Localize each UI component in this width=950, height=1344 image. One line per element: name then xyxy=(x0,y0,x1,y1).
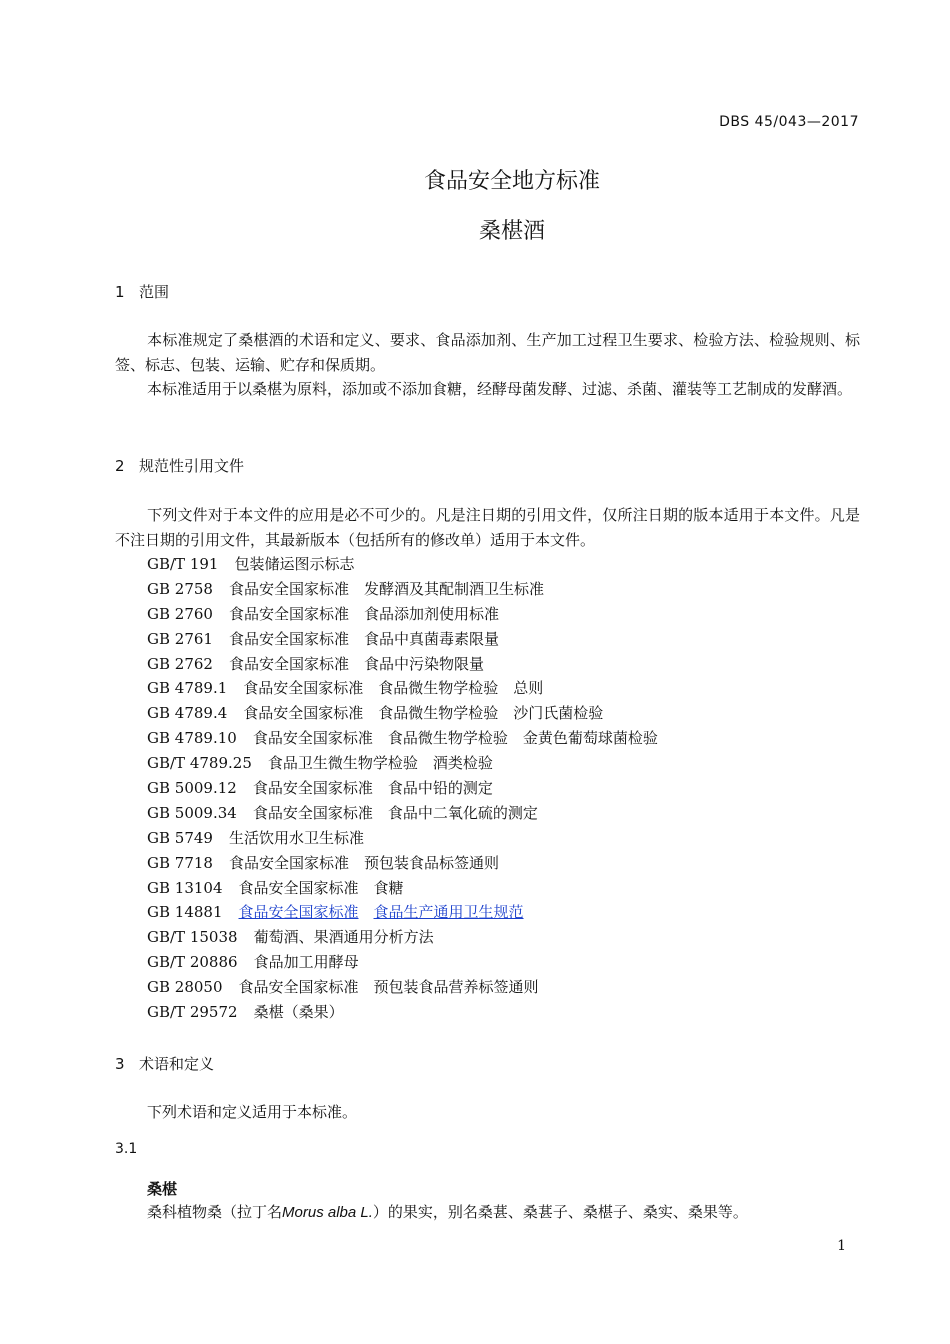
page-subtitle: 桑椹酒 xyxy=(478,219,545,244)
terms-intro: 下列术语和定义适用于本标准。 xyxy=(147,1103,358,1121)
subsection-number: 3.1 xyxy=(115,1141,138,1157)
reference-title-part: 沙门氏菌检验 xyxy=(513,704,604,723)
reference-title-part: 金黄色葡萄球菌检验 xyxy=(522,729,658,748)
reference-item xyxy=(147,851,658,876)
section-heading-scope xyxy=(115,281,169,302)
reference-code: GB/T 29572 xyxy=(147,1003,238,1022)
reference-code: GB/T 191 xyxy=(147,555,219,573)
reference-title-part: 桑椹（桑果） xyxy=(253,1003,344,1022)
reference-item[interactable] xyxy=(147,900,658,925)
reference-item xyxy=(147,726,658,751)
reference-title-part: 食品加工用酵母 xyxy=(253,953,359,972)
reference-code: GB 28050 xyxy=(147,978,223,997)
reference-list xyxy=(147,552,658,1025)
reference-item xyxy=(147,701,658,726)
reference-title xyxy=(243,679,543,697)
reference-title-part: 预包装食品营养标签通则 xyxy=(373,978,539,997)
reference-item xyxy=(147,652,658,677)
reference-title-part: 食品安全国家标准 xyxy=(228,853,349,872)
reference-title-part: 食品安全国家标准 xyxy=(238,878,359,897)
definition-text-after: ）的果实，别名桑葚、桑葚子、桑椹子、桑实、桑果等。 xyxy=(372,1203,748,1221)
section-number: 2 xyxy=(115,457,125,475)
reference-title-part: 食品安全国家标准 xyxy=(252,729,373,748)
reference-code: GB 2761 xyxy=(147,629,213,648)
reference-title-part: 食品添加剂使用标准 xyxy=(363,604,499,623)
reference-code: GB 2760 xyxy=(147,604,213,623)
reference-item xyxy=(147,1000,658,1025)
reference-title xyxy=(254,1003,344,1021)
section-title: 规范性引用文件 xyxy=(139,457,245,475)
reference-title-part: 食品安全国家标准 xyxy=(228,604,349,623)
reference-title-part: 生活饮用水卫生标准 xyxy=(228,828,364,847)
reference-item xyxy=(147,801,658,826)
reference-title xyxy=(253,804,538,822)
reference-title xyxy=(229,655,484,673)
reference-title xyxy=(229,829,364,847)
paragraph-text: 本标准规定了桑椹酒的术语和定义、要求、食品添加剂、生产加工过程卫生要求、检验方法、检验规则、标签、标志、包装、运输、贮存和保质期。 xyxy=(115,331,860,374)
paragraph-text: 本标准适用于以桑椹为原料，添加或不添加食糖，经酵母菌发酵、过滤、杀菌、灌装等工艺制成的发酵酒。 xyxy=(147,380,853,398)
reference-title-part: 食品微生物学检验 xyxy=(387,729,508,748)
reference-link[interactable] xyxy=(239,903,524,921)
term-definition xyxy=(147,1201,748,1222)
reference-code: GB 4789.10 xyxy=(147,729,237,748)
reference-title-part: 酒类检验 xyxy=(432,754,493,773)
section-number: 3 xyxy=(115,1055,125,1073)
section-heading-terms xyxy=(115,1053,214,1074)
reference-title xyxy=(229,605,499,623)
reference-item xyxy=(147,776,658,801)
latin-name: Morus alba L. xyxy=(282,1204,373,1221)
reference-item xyxy=(147,751,658,776)
reference-code: GB 13104 xyxy=(147,878,223,897)
reference-title xyxy=(254,928,434,946)
reference-item xyxy=(147,950,658,975)
reference-title xyxy=(268,754,493,772)
reference-code: GB 4789.4 xyxy=(147,704,228,723)
reference-code: GB 7718 xyxy=(147,853,213,872)
paragraph-text: 下列文件对于本文件的应用是必不可少的。凡是注日期的引用文件，仅所注日期的版本适用于本文件。凡是不注日期的引用文件，其最新版本（包括所有的修改单）适用于本文件。 xyxy=(115,506,860,549)
scope-paragraph-2 xyxy=(115,377,860,402)
reference-title-part: 食品中铅的测定 xyxy=(387,779,493,798)
reference-item xyxy=(147,925,658,950)
reference-title-part: 食品安全国家标准 xyxy=(252,803,373,822)
reference-title-part: 食品安全国家标准 xyxy=(238,978,359,997)
page-title: 食品安全地方标准 xyxy=(423,169,600,194)
reference-title-part: 食糖 xyxy=(373,878,404,897)
reference-item xyxy=(147,552,658,577)
reference-title-part: 食品微生物学检验 xyxy=(378,704,499,723)
reference-code: GB 5749 xyxy=(147,828,213,847)
reference-title-part: 食品安全国家标准 xyxy=(228,654,349,673)
reference-title-part: 食品安全国家标准 xyxy=(228,629,349,648)
reference-title xyxy=(243,704,603,722)
reference-title-part: 食品安全国家标准 xyxy=(238,903,359,922)
reference-title xyxy=(253,779,493,797)
section-number: 1 xyxy=(115,283,125,301)
section-heading-references xyxy=(115,455,244,476)
section-title: 范围 xyxy=(139,283,170,301)
reference-code: GB/T 20886 xyxy=(147,953,238,972)
reference-title-part: 食品安全国家标准 xyxy=(252,779,373,798)
reference-title xyxy=(229,854,499,872)
definition-text-before: 桑科植物桑（拉丁名 xyxy=(147,1203,283,1221)
reference-title-part: 总则 xyxy=(513,679,544,698)
references-intro xyxy=(115,503,860,552)
reference-title-part: 包装储运图示标志 xyxy=(234,555,355,573)
reference-title-part: 食品中二氧化硫的测定 xyxy=(387,803,538,822)
reference-code: GB 5009.12 xyxy=(147,779,237,798)
term-name: 桑椹 xyxy=(147,1180,178,1198)
document-code: DBS 45/043—2017 xyxy=(719,114,859,130)
reference-item xyxy=(147,876,658,901)
reference-title xyxy=(229,630,499,648)
reference-code: GB 14881 xyxy=(147,903,223,922)
page-number: 1 xyxy=(837,1238,846,1254)
reference-title-part: 食品安全国家标准 xyxy=(228,579,349,598)
reference-code: GB/T 15038 xyxy=(147,928,238,947)
reference-item xyxy=(147,676,658,701)
reference-item xyxy=(147,975,658,1000)
reference-code: GB 2762 xyxy=(147,654,213,673)
reference-title-part: 食品安全国家标准 xyxy=(243,704,364,723)
reference-item xyxy=(147,577,658,602)
reference-item xyxy=(147,602,658,627)
scope-paragraph-1 xyxy=(115,328,860,377)
reference-code: GB/T 4789.25 xyxy=(147,754,252,773)
reference-title-part: 食品微生物学检验 xyxy=(378,679,499,698)
reference-title-part: 葡萄酒、果酒通用分析方法 xyxy=(253,928,434,947)
reference-title xyxy=(229,580,544,598)
reference-code: GB 2758 xyxy=(147,579,213,598)
reference-title-part: 食品中污染物限量 xyxy=(363,654,484,673)
reference-title xyxy=(253,729,658,747)
section-title: 术语和定义 xyxy=(139,1055,215,1073)
reference-code: GB 5009.34 xyxy=(147,803,237,822)
reference-title-part: 发酵酒及其配制酒卫生标准 xyxy=(363,579,544,598)
reference-code: GB 4789.1 xyxy=(147,679,228,698)
reference-item xyxy=(147,627,658,652)
reference-item xyxy=(147,826,658,851)
reference-title xyxy=(239,978,539,996)
reference-title-part: 食品安全国家标准 xyxy=(243,679,364,698)
reference-title-part: 食品生产通用卫生规范 xyxy=(373,903,524,922)
reference-title xyxy=(239,879,404,897)
reference-title xyxy=(254,953,359,971)
reference-title-part: 食品中真菌毒素限量 xyxy=(363,629,499,648)
reference-title-part: 食品卫生微生物学检验 xyxy=(267,754,418,773)
reference-title-part: 预包装食品标签通则 xyxy=(363,853,499,872)
reference-title xyxy=(234,555,354,573)
